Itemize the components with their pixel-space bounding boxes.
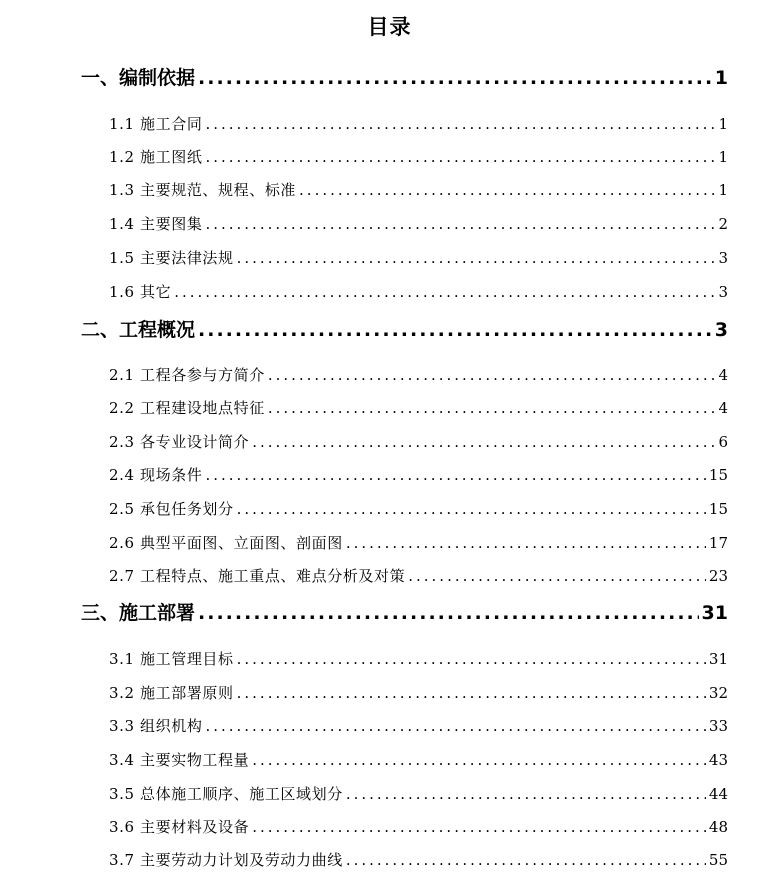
toc-section-label: 2.5 承包任务划分	[109, 500, 234, 518]
toc-section-1-3[interactable]	[109, 179, 728, 201]
toc-dot-leader	[205, 717, 705, 735]
toc-chapter-label: 三、施工部署	[81, 602, 196, 624]
toc-section-3-3[interactable]	[109, 715, 728, 737]
toc-chapter-3[interactable]	[81, 598, 728, 624]
toc-dot-leader	[205, 215, 715, 233]
toc-dot-leader	[198, 602, 699, 624]
toc-section-1-6[interactable]	[109, 281, 728, 303]
toc-section-3-1[interactable]	[109, 648, 728, 670]
toc-page-number: 15	[708, 466, 728, 484]
toc-section-label: 3.3 组织机构	[109, 717, 203, 735]
toc-dot-leader	[205, 148, 715, 166]
toc-page-number: 31	[701, 602, 728, 624]
toc-page-number: 23	[708, 567, 728, 585]
toc-dot-leader	[346, 851, 706, 869]
toc-section-label: 3.4 主要实物工程量	[109, 751, 250, 769]
toc-dot-leader	[346, 534, 706, 552]
toc-section-2-2[interactable]	[109, 397, 728, 419]
toc-section-label: 3.1 施工管理目标	[109, 650, 234, 668]
toc-chapter-label: 一、编制依据	[81, 67, 196, 89]
toc-section-label: 1.5 主要法律法规	[109, 249, 234, 267]
toc-page-number: 2	[718, 215, 728, 233]
toc-section-3-4[interactable]	[109, 749, 728, 771]
toc-page-number: 15	[708, 500, 728, 518]
toc-dot-leader	[252, 818, 706, 836]
toc-page-number: 31	[708, 650, 728, 668]
toc-page-number: 4	[718, 366, 728, 384]
toc-page-number: 1	[718, 115, 728, 133]
toc-section-2-4[interactable]	[109, 464, 728, 486]
toc-section-1-2[interactable]	[109, 146, 728, 168]
toc-section-label: 1.6 其它	[109, 283, 172, 301]
toc-dot-leader	[268, 366, 716, 384]
toc-page-number: 1	[718, 181, 728, 199]
toc-section-3-2[interactable]	[109, 682, 728, 704]
toc-section-1-1[interactable]	[109, 113, 728, 135]
toc-page-number: 1	[718, 148, 728, 166]
toc-chapter-1[interactable]	[81, 63, 728, 89]
toc-page-number: 4	[718, 399, 728, 417]
toc-chapter-label: 二、工程概况	[81, 319, 196, 341]
toc-section-3-5[interactable]	[109, 783, 728, 805]
toc-dot-leader	[346, 785, 706, 803]
toc-page-number: 3	[718, 283, 728, 301]
toc-page-number: 6	[718, 433, 728, 451]
toc-section-3-7[interactable]	[109, 849, 728, 871]
toc-section-label: 2.2 工程建设地点特征	[109, 399, 265, 417]
toc-page-number: 1	[714, 67, 728, 89]
toc-page-number: 48	[708, 818, 728, 836]
toc-section-2-3[interactable]	[109, 431, 728, 453]
toc-section-2-6[interactable]	[109, 532, 728, 554]
toc-dot-leader	[198, 67, 712, 89]
toc-dot-leader	[408, 567, 706, 585]
toc-section-label: 2.4 现场条件	[109, 466, 203, 484]
toc-section-label: 2.6 典型平面图、立面图、剖面图	[109, 534, 343, 552]
toc-section-1-5[interactable]	[109, 247, 728, 269]
toc-dot-leader	[299, 181, 715, 199]
toc-section-label: 3.2 施工部署原则	[109, 684, 234, 702]
toc-dot-leader	[237, 249, 716, 267]
toc-page-number: 43	[708, 751, 728, 769]
toc-dot-leader	[174, 283, 715, 301]
toc-section-label: 3.7 主要劳动力计划及劳动力曲线	[109, 851, 343, 869]
toc-section-2-1[interactable]	[109, 364, 728, 386]
toc-page-number: 3	[718, 249, 728, 267]
toc-section-label: 3.6 主要材料及设备	[109, 818, 250, 836]
toc-dot-leader	[205, 115, 715, 133]
toc-page-number: 33	[708, 717, 728, 735]
toc-section-label: 1.2 施工图纸	[109, 148, 203, 166]
toc-section-label: 1.1 施工合同	[109, 115, 203, 133]
page-title: 目录	[367, 15, 412, 39]
toc-page-number: 44	[708, 785, 728, 803]
toc-dot-leader	[237, 684, 706, 702]
toc-page-number: 17	[708, 534, 728, 552]
toc-page-number: 55	[708, 851, 728, 869]
toc-section-label: 2.3 各专业设计简介	[109, 433, 250, 451]
toc-section-2-7[interactable]	[109, 565, 728, 587]
toc-section-label: 2.1 工程各参与方简介	[109, 366, 265, 384]
toc-dot-leader	[237, 650, 706, 668]
toc-dot-leader	[268, 399, 716, 417]
toc-section-3-6[interactable]	[109, 816, 728, 838]
toc-dot-leader	[205, 466, 705, 484]
toc-section-label: 1.3 主要规范、规程、标准	[109, 181, 297, 199]
toc-dot-leader	[252, 751, 706, 769]
toc-section-label: 2.7 工程特点、施工重点、难点分析及对策	[109, 567, 406, 585]
toc-chapter-2[interactable]	[81, 315, 728, 341]
toc-section-2-5[interactable]	[109, 498, 728, 520]
toc-page-number: 32	[708, 684, 728, 702]
toc-dot-leader	[198, 319, 712, 341]
toc-dot-leader	[237, 500, 706, 518]
toc-dot-leader	[252, 433, 715, 451]
toc-page-number: 3	[714, 319, 728, 341]
toc-section-label: 1.4 主要图集	[109, 215, 203, 233]
toc-section-label: 3.5 总体施工顺序、施工区域划分	[109, 785, 343, 803]
toc-section-1-4[interactable]	[109, 213, 728, 235]
